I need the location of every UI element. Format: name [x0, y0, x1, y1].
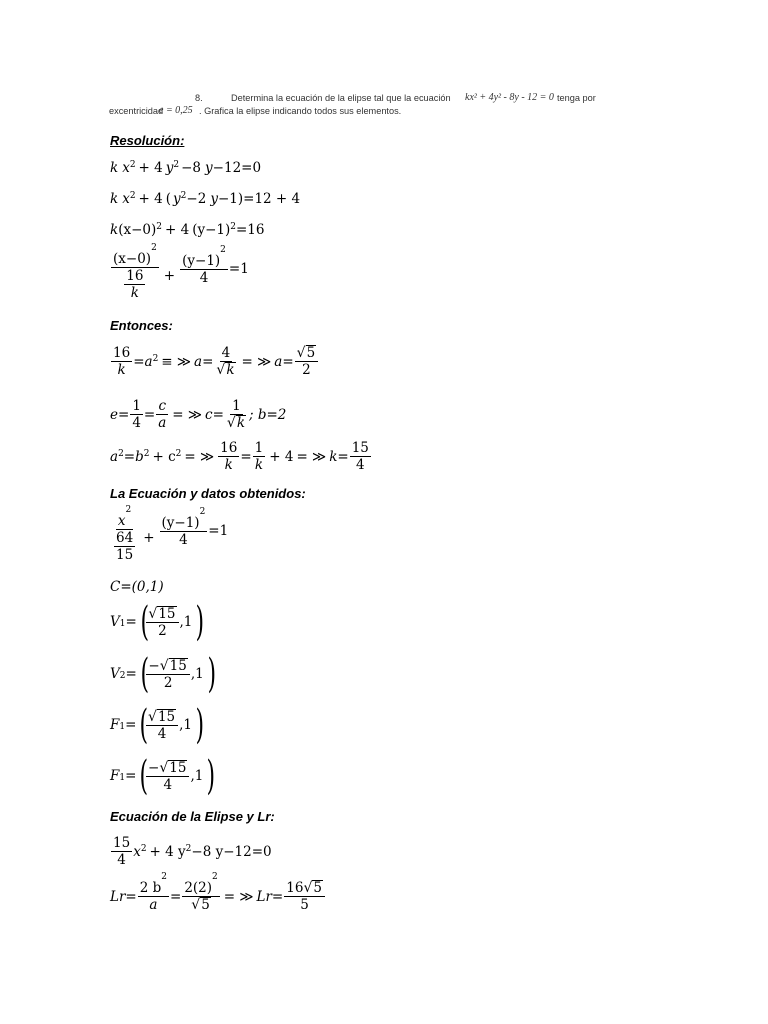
heading-resolucion: Resolución:	[110, 133, 185, 148]
problem-statement	[109, 88, 605, 118]
equation-latus-rectum: Lr= $\frac{2 b^2}{a}$ = $2(2)^2$ √ 5 = ≫ Lr= 16 √ 5 5	[110, 880, 326, 913]
equation-grouped: k x $^2$ + 4 ( y $^2$ −2 y −1 ) =12 + 4	[110, 191, 301, 207]
heading-entonces: Entonces:	[110, 318, 173, 333]
equation-eccentricity: e= $\frac{1}{4}$ = $\frac{c}{a}$ = ≫ c= 1 √ k ; b=2	[110, 398, 287, 431]
focus-1: F $_1$ = ( √ 15 4 ,1 )	[110, 702, 205, 748]
equation-general: k x $^2$ + 4 y $^2$ −8 y −12=0	[110, 160, 262, 176]
problem-line2-end: . Grafica la elipse indicando todos sus elementos.	[199, 106, 402, 116]
problem-line1-text: Determina la ecuación de la elipse tal que la ecuación	[231, 93, 451, 103]
problem-line2-math: e = 0,25	[159, 105, 193, 116]
problem-line1-end: tenga por	[557, 93, 596, 103]
problem-line2-start: excentricidad	[109, 106, 164, 116]
equation-result: $\frac{x^2}{\frac{64}{15}}$ + $\frac{(y-1)^2}{4}$ =1	[116, 505, 229, 563]
vertex-2: V $_2$ = ( − √ 15 2 ,1 )	[110, 651, 216, 697]
equation-canonical: $\frac{(x-0)^2}{\frac{16}{k}}$ + $\frac{(y-1)^2}{4}$ =1	[113, 243, 249, 301]
problem-line1-math: kx² + 4y² - 8y - 12 = 0	[465, 92, 554, 103]
equation-final: $\frac{15}{4}$ x $^2$ + 4 y $^2$ −8 y−12=0	[113, 835, 272, 868]
heading-ecuacion-elipse: Ecuación de la Elipse y Lr:	[110, 809, 275, 824]
equation-k: a $^2$ =b $^2$ + c $^2$ = ≫ $\frac{16}{k}$ = $\frac{1}{k}$ + 4 = ≫ k= $\frac{15}{4}$	[110, 440, 369, 473]
focus-2: F $_1$ = ( − √ 15 4 ,1 )	[110, 753, 216, 799]
vertex-1: V $_1$ = ( √ 15 2 ,1 )	[110, 599, 205, 645]
equation-completed: k (x−0) $^2$ + 4 (y−1) $^2$ =16	[110, 222, 265, 238]
center-point: C=(0,1)	[110, 579, 164, 595]
heading-ecuacion-datos: La Ecuación y datos obtenidos:	[110, 486, 306, 501]
problem-number: 8.	[195, 93, 203, 103]
equation-a: $\frac{16}{k}$ =a $^2$ ≡ ≫ a= 4 √ k = ≫ a= √ 5 2	[110, 345, 319, 378]
